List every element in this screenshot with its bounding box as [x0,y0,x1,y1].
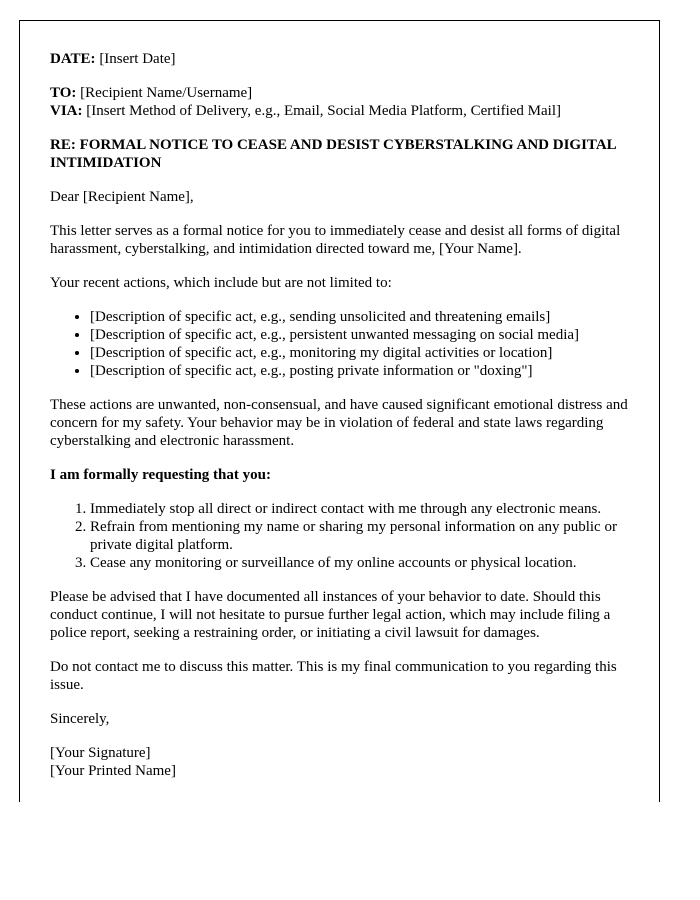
to-label: TO: [50,85,77,101]
date-label: DATE: [50,51,96,67]
final-note-paragraph: Do not contact me to discuss this matter. This is my final communication to you regarding this issue. [50,659,617,693]
to-value: [Recipient Name/Username] [80,85,253,101]
recipient-block [50,84,640,120]
consequences-paragraph: These actions are unwanted, non-consensual, and have caused significant emotional distress and concern for my safety. Your behavior may be in violation of federal and state laws regarding cyberstalking and electronic harassment. [50,397,628,449]
subject-line: RE: FORMAL NOTICE TO CEASE AND DESIST CYBERSTALKING AND DIGITAL INTIMIDATION [50,137,616,171]
request-heading: I am formally requesting that you: [50,467,271,483]
actions-intro: Your recent actions, which include but are not limited to: [50,275,392,291]
signature: [Your Signature] [50,745,151,761]
list-item: 2. Refrain from mentioning my name or sharing my personal information on any public or private digital platform. [90,518,640,554]
list-item: • [Description of specific act, e.g., monitoring my digital activities or location] [90,344,640,362]
warning-paragraph: Please be advised that I have documented all instances of your behavior to date. Should this conduct continue, I will not hesitate to pursue further legal action, which may include filing a police report, seeking a restraining order, or initiating a civil lawsuit for damages. [50,589,611,641]
intro-paragraph: This letter serves as a formal notice for you to immediately cease and desist all forms of digital harassment, cyberstalking, and intimidation directed toward me, [Your Name]. [50,223,621,257]
date-line [50,50,640,68]
letter-page [19,20,660,802]
list-item: • [Description of specific act, e.g., sending unsolicited and threatening emails] [90,308,640,326]
signature-block [50,744,640,780]
printed-name: [Your Printed Name] [50,763,176,779]
actions-list [50,308,640,380]
requests-list [50,500,640,572]
list-item: 3. Cease any monitoring or surveillance of my online accounts or physical location. [90,554,640,572]
via-label: VIA: [50,103,83,119]
list-item: • [Description of specific act, e.g., posting private information or "doxing"] [90,362,640,380]
list-item: 1. Immediately stop all direct or indirect contact with me through any electronic means. [90,500,640,518]
list-item: • [Description of specific act, e.g., persistent unwanted messaging on social media] [90,326,640,344]
letter-body [50,50,640,780]
closing: Sincerely, [50,711,110,727]
via-value: [Insert Method of Delivery, e.g., Email, Social Media Platform, Certified Mail] [86,103,561,119]
date-value: [Insert Date] [99,51,176,67]
salutation: Dear [Recipient Name], [50,189,194,205]
